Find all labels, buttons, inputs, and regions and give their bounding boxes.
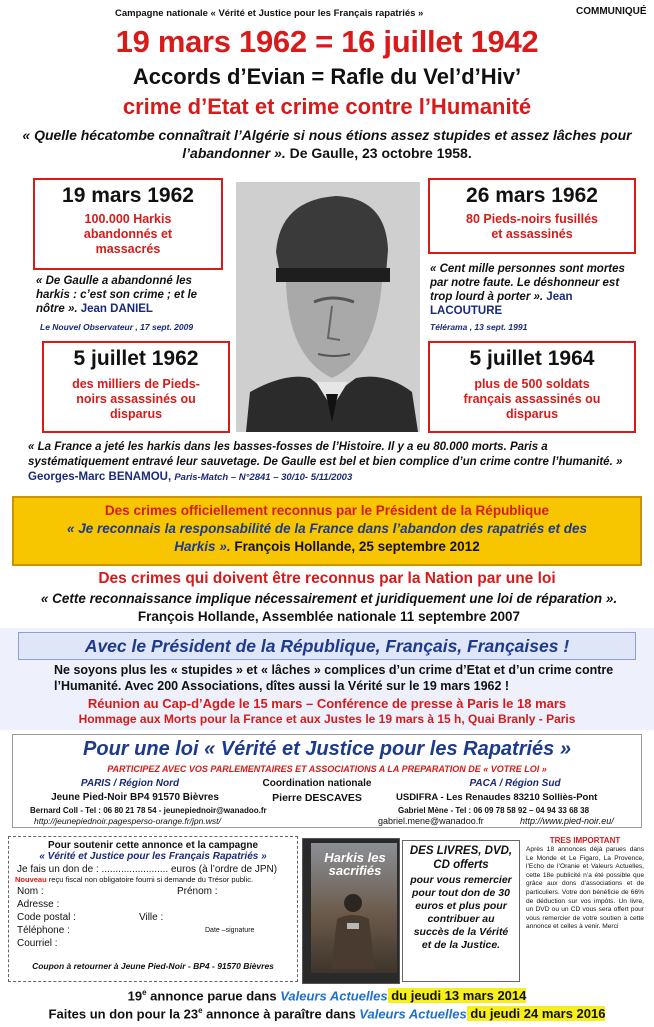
form-date-sig: Date –signature bbox=[205, 927, 255, 934]
form-tel: Téléphone : bbox=[17, 925, 70, 936]
box-19-mars-text: 100.000 Harkis abandonnés et massacrés bbox=[83, 212, 173, 256]
col3-head: PACA / Région Sud bbox=[469, 778, 561, 789]
box-5-juillet-1962 bbox=[42, 341, 230, 433]
box-26-mars-date: 26 mars 1962 bbox=[466, 184, 598, 207]
de-gaulle-portrait bbox=[236, 182, 420, 432]
col3-name: USDIFRA - Les Renaudes 83210 Solliès-Pont bbox=[396, 792, 598, 803]
form-campaign: « Vérité et Justice pour les Français Rapatriés » bbox=[39, 851, 267, 862]
president-line2: Hommage aux Morts pour la France et aux Justes le 19 mars à 15 h, Quai Branly - Paris bbox=[78, 712, 576, 726]
important-box bbox=[524, 836, 646, 982]
quote-jean-daniel-source: Le Nouvel Observateur , 17 sept. 2009 bbox=[40, 322, 194, 332]
quote-benamou bbox=[28, 440, 638, 485]
col1-name: Jeune Pied-Noir BP4 91570 Bièvres bbox=[51, 792, 219, 803]
form-coupon: Coupon à retourner à Jeune Pied-Noir - BP4 - 91570 Bièvres bbox=[32, 961, 274, 971]
nation-title: Des crimes qui doivent être reconnus par la Nation par une loi bbox=[98, 570, 556, 587]
col3-contact: Gabriel Mène - Tel : 06 09 78 58 92 – 04 94 33 68 38 bbox=[398, 806, 590, 815]
campaign-line: Campagne nationale « Vérité et Justice pour les Français rapatriés » bbox=[115, 8, 424, 19]
form-ville: Ville : bbox=[139, 912, 164, 923]
president-paragraph: Ne soyons plus les « stupides » et « lâches » complices d’un crime d’Etat et d’un crime contre l’Humanité. Avec 200 Associations, dîtes aussi la Vérité sur le 19 mars 1962 ! bbox=[54, 663, 614, 693]
form-prenom: Prénom : bbox=[177, 886, 218, 897]
nation-quote-block bbox=[40, 590, 618, 626]
de-gaulle-quote-author: De Gaulle, 23 octobre 1958. bbox=[289, 145, 472, 161]
box-5-juillet-1964-date: 5 juillet 1964 bbox=[469, 347, 595, 370]
col1-url[interactable]: http://jeunepiednoir.pagesperso-orange.fr/jpn.wst/ bbox=[34, 816, 221, 826]
form-new-label: Nouveau bbox=[15, 875, 47, 884]
important-title: TRES IMPORTANT bbox=[549, 836, 621, 845]
box-5-juillet-1964 bbox=[428, 341, 636, 433]
quote-benamou-text: « La France a jeté les harkis dans les basses-fosses de l’Histoire. Il y a eu 80.000 morts. Paris a systématiquement entravé leur sauvetage. De Gaulle est bel et bien complice d’un crime contre l’humanité. » bbox=[28, 441, 623, 468]
box-5-juillet-1962-date: 5 juillet 1962 bbox=[73, 347, 199, 370]
footer2-text-b: annonce à paraître dans bbox=[202, 1006, 360, 1022]
president-line1: Réunion au Cap-d’Agde le 15 mars – Conférence de presse à Paris le 18 mars bbox=[87, 696, 567, 711]
offer-title: DES LIVRES, DVD, CD offerts bbox=[409, 845, 513, 871]
quote-lacouture-source: Télérama , 13 sept. 1991 bbox=[430, 322, 528, 332]
quote-benamou-source: Paris-Match – N°2841 – 30/10- 5/11/2003 bbox=[174, 472, 353, 483]
de-gaulle-quote bbox=[8, 126, 646, 162]
footer1-date: du jeudi 13 mars 2014 bbox=[387, 988, 527, 1004]
quote-jean-daniel-text: « De Gaulle a abandonné les harkis : c’est son crime ; et le nôtre ». bbox=[36, 275, 198, 315]
quote-benamou-author: Georges-Marc BENAMOU, bbox=[28, 471, 172, 483]
footer2-text-a: Faites un don pour la 23 bbox=[48, 1006, 199, 1022]
book-title: Harkis les sacrifiés bbox=[324, 850, 386, 878]
form-tel-row[interactable] bbox=[9, 925, 297, 938]
form-nom-row[interactable] bbox=[9, 886, 297, 899]
main-title: 19 mars 1962 = 16 juillet 1942 bbox=[115, 24, 539, 59]
subtitle-evian: Accords d’Evian = Rafle du Vel’d’Hiv’ bbox=[132, 64, 522, 89]
col3-email[interactable]: gabriel.mene@wanadoo.fr bbox=[378, 816, 484, 826]
box-19-mars-1962 bbox=[33, 178, 223, 270]
recognized-quote-block bbox=[14, 518, 640, 556]
communique-label: COMMUNIQUÉ bbox=[576, 6, 647, 17]
form-courriel[interactable]: Courriel : bbox=[17, 938, 58, 949]
footer2-date: du jeudi 24 mars 2016 bbox=[466, 1006, 606, 1022]
form-cp-row[interactable] bbox=[9, 912, 297, 925]
col1-contact: Bernard Coll - Tel : 06 80 21 78 54 - jeunepiednoir@wanadoo.fr bbox=[30, 806, 267, 815]
nation-author: François Hollande, Assemblée nationale 11 septembre 2007 bbox=[137, 609, 521, 624]
form-don-line[interactable]: Je fais un don de : ........................ euros (à l’ordre de JPN) bbox=[17, 864, 278, 875]
de-gaulle-portrait-drawing bbox=[236, 182, 420, 432]
footer2-sup: e bbox=[198, 1006, 203, 1015]
offer-text: pour vous remercier pour tout don de 30 euros et plus pour contribuer au succès de la Vérité et de la Justice. bbox=[410, 874, 512, 951]
subtitle-crime: crime d’Etat et crime contre l’Humanité bbox=[122, 94, 532, 119]
loi-title: Pour une loi « Vérité et Justice pour les Rapatriés » bbox=[83, 738, 571, 760]
quote-jean-daniel bbox=[36, 274, 226, 316]
form-adresse[interactable]: Adresse : bbox=[17, 899, 60, 910]
quote-lacouture bbox=[430, 262, 640, 318]
box-26-mars-1962 bbox=[428, 178, 636, 254]
book-soldier-icon bbox=[323, 889, 383, 969]
quote-lacouture-text: « Cent mille personnes sont mortes par notre faute. Le déshonneur est trop lourd à porter ». bbox=[430, 263, 625, 303]
form-nom: Nom : bbox=[17, 886, 44, 897]
box-19-mars-date: 19 mars 1962 bbox=[62, 184, 194, 207]
offer-box bbox=[402, 840, 520, 982]
footer1-text: annonce parue dans bbox=[146, 988, 281, 1004]
recognized-box bbox=[12, 496, 642, 566]
col2-head: Coordination nationale bbox=[262, 778, 372, 789]
footer2-publication: Valeurs Actuelles bbox=[359, 1006, 467, 1022]
footer1-num: 19 bbox=[127, 988, 143, 1004]
footer1-sup: e bbox=[142, 988, 147, 997]
recognized-quote: « Je reconnais la responsabilité de la France dans l’abandon des rapatriés et des Harkis ». bbox=[67, 521, 587, 554]
important-text: Après 18 annonces déjà parues dans Le Monde et Le Figaro, La Provence, l’Echo de l’Oranie et Valeurs Actuelles, cette 18e publicité n’a été possible que grâce aux dons d’associations et de particuliers. Votre don bénéficie de 66% de déduction sur vos impôts. Un livre, un DVD ou un CD vous sera offert pour vous remercier de votre soutien à cette annonce et celles à venir. Merci bbox=[526, 846, 644, 931]
recognized-author: François Hollande, 25 septembre 2012 bbox=[234, 539, 480, 554]
quote-lacouture-author: Jean LACOUTURE bbox=[430, 291, 573, 317]
footer-line1 bbox=[0, 988, 654, 1003]
col1-head: PARIS / Région Nord bbox=[80, 778, 180, 789]
box-5-juillet-1964-text: plus de 500 soldats français assassinés ou disparus bbox=[463, 377, 601, 421]
de-gaulle-quote-text: « Quelle hécatombe connaîtrait l’Algérie si nous étions assez stupides et assez lâches pour l’abandonner ». bbox=[22, 127, 632, 161]
form-cp: Code postal : bbox=[17, 912, 76, 923]
form-receipt: reçu fiscal non obligatoire fourni si demande du Trésor public. bbox=[48, 875, 254, 884]
form-receipt-line bbox=[9, 875, 297, 884]
form-intro: Pour soutenir cette annonce et la campagne bbox=[47, 840, 259, 851]
donation-coupon bbox=[8, 836, 298, 982]
col3-url[interactable]: http://www.pied-noir.eu/ bbox=[520, 816, 614, 826]
footer-line2 bbox=[0, 1006, 654, 1021]
loi-subtitle: PARTICIPEZ AVEC VOS PARLEMENTAIRES ET ASSOCIATIONS A LA PREPARATION DE « VOTRE LOI » bbox=[107, 764, 547, 774]
box-26-mars-text: 80 Pieds-noirs fusillés et assassinés bbox=[466, 212, 598, 241]
quote-jean-daniel-author: Jean DANIEL bbox=[80, 303, 153, 315]
footer1-publication: Valeurs Actuelles bbox=[280, 988, 388, 1004]
nation-quote: « Cette reconnaissance implique nécessairement et juridiquement une loi de réparation ». bbox=[40, 591, 618, 606]
col2-name: Pierre DESCAVES bbox=[272, 792, 362, 804]
book-cover bbox=[302, 838, 400, 984]
president-banner: Avec le Président de la République, Français, Françaises ! bbox=[18, 632, 636, 660]
box-5-juillet-1962-text: des milliers de Pieds-noirs assassinés ou disparus bbox=[72, 377, 200, 421]
recognized-title: Des crimes officiellement reconnus par le Président de la République bbox=[104, 503, 550, 518]
